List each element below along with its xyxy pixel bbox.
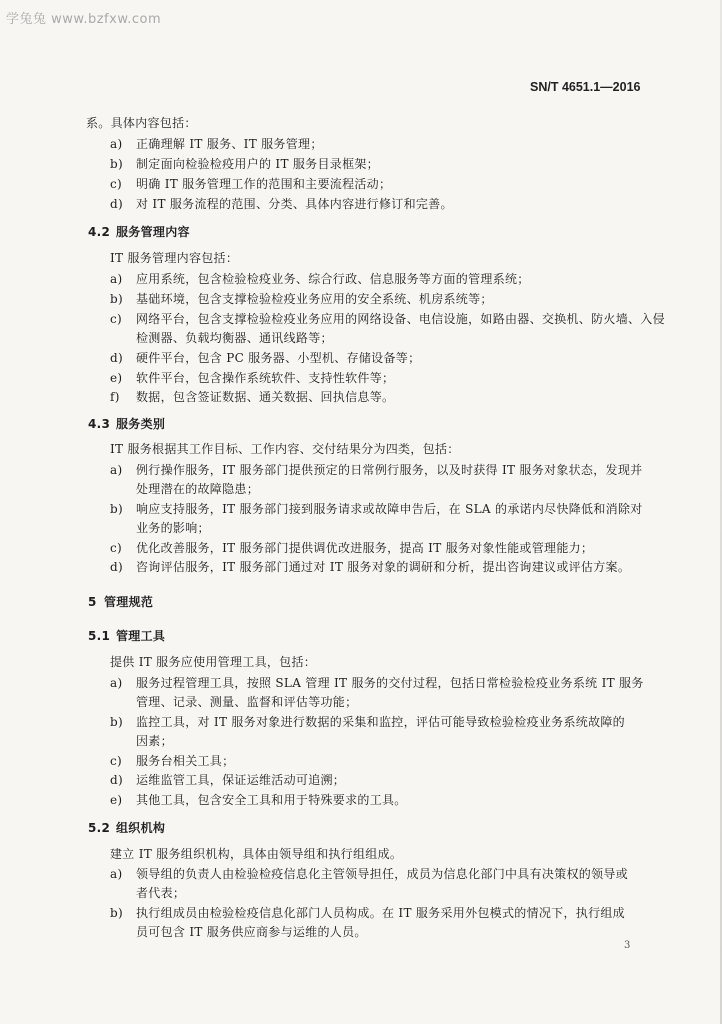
- section-title: 组织机构: [116, 821, 166, 835]
- intro-item-marker: c): [110, 177, 123, 191]
- intro-item-text: 对 IT 服务流程的范围、分类、具体内容进行修订和完善。: [136, 197, 453, 211]
- list-item-text: 运维监管工具，保证运维活动可追溯；: [136, 773, 346, 787]
- list-item-text: 服务台相关工具；: [136, 754, 235, 768]
- section-lead: 提供 IT 服务应使用管理工具，包括：: [110, 655, 317, 669]
- watermark-text: 学兔兔 www.bzfxw.com: [6, 12, 162, 27]
- list-item-text: 咨询评估服务，IT 服务部门通过对 IT 服务对象的调研和分析，提出咨询建议或评估方案。: [136, 560, 631, 574]
- document-code: SN/T 4651.1—2016: [530, 80, 641, 94]
- list-marker: b): [110, 715, 123, 729]
- section-lead: 建立 IT 服务组织机构，具体由领导组和执行组组成。: [110, 847, 403, 861]
- list-marker: f): [110, 390, 120, 404]
- intro-item-marker: b): [110, 157, 123, 171]
- list-item-text: 网络平台，包含支撑检验检疫业务应用的网络设备、电信设施，如路由器、交换机、防火墙、入侵: [136, 312, 665, 326]
- list-marker: a): [110, 676, 123, 690]
- list-marker: c): [110, 754, 123, 768]
- section-lead: IT 服务管理内容包括：: [110, 251, 239, 265]
- list-marker: b): [110, 502, 123, 516]
- list-marker: a): [110, 272, 123, 286]
- list-item-continuation: 业务的影响；: [136, 521, 210, 535]
- intro-item-marker: d): [110, 197, 123, 211]
- list-marker: d): [110, 773, 123, 787]
- section-title: 管理工具: [116, 629, 166, 643]
- intro-item-marker: a): [110, 137, 123, 151]
- list-item-text: 其他工具，包含安全工具和用于特殊要求的工具。: [136, 793, 407, 807]
- list-item-text: 服务过程管理工具，按照 SLA 管理 IT 服务的交付过程，包括日常检验检疫业务系统 IT 服务: [136, 676, 644, 690]
- intro-item-text: 制定面向检验检疫用户的 IT 服务目录框架；: [136, 157, 379, 171]
- list-marker: c): [110, 312, 123, 326]
- list-item-text: 领导组的负责人由检验检疫信息化主管领导担任，成员为信息化部门中具有决策权的领导或: [136, 867, 629, 881]
- list-item-continuation: 者代表；: [136, 886, 186, 900]
- list-item-continuation: 处理潜在的故障隐患；: [136, 482, 260, 496]
- list-marker: a): [110, 463, 123, 477]
- section-number: 4.2: [88, 225, 111, 239]
- intro-item-text: 明确 IT 服务管理工作的范围和主要流程活动；: [136, 177, 392, 191]
- list-marker: b): [110, 906, 123, 920]
- list-marker: e): [110, 793, 123, 807]
- chapter-number: 5: [88, 595, 97, 609]
- list-item-text: 优化改善服务，IT 服务部门提供调优改进服务，提高 IT 服务对象性能或管理能力；: [136, 541, 594, 555]
- intro-text: 系。具体内容包括：: [86, 116, 197, 130]
- list-item-continuation: 检测器、负载均衡器、通讯线路等；: [136, 331, 333, 345]
- intro-item-text: 正确理解 IT 服务、IT 服务管理；: [136, 137, 323, 151]
- list-marker: d): [110, 560, 123, 574]
- page-number: 3: [624, 940, 631, 951]
- list-item-text: 执行组成员由检验检疫信息化部门人员构成。在 IT 服务采用外包模式的情况下，执行组成: [136, 906, 625, 920]
- list-item-continuation: 员可包含 IT 服务供应商参与运维的人员。: [136, 925, 367, 939]
- section-title: 服务类别: [116, 417, 166, 431]
- list-item-continuation: 因素；: [136, 734, 173, 748]
- list-item-text: 例行操作服务，IT 服务部门提供预定的日常例行服务，以及时获得 IT 服务对象状态，发现并: [136, 463, 643, 477]
- list-item-text: 应用系统，包含检验检疫业务、综合行政、信息服务等方面的管理系统；: [136, 272, 530, 286]
- list-marker: e): [110, 371, 123, 385]
- section-number: 5.1: [88, 629, 111, 643]
- chapter-title: 管理规范: [104, 595, 154, 609]
- list-item-text: 监控工具，对 IT 服务对象进行数据的采集和监控，评估可能导致检验检疫业务系统故障的: [136, 715, 625, 729]
- list-item-text: 基础环境，包含支撑检验检疫业务应用的安全系统、机房系统等；: [136, 292, 493, 306]
- section-number: 5.2: [88, 821, 111, 835]
- list-item-text: 数据，包含签证数据、通关数据、回执信息等。: [136, 390, 395, 404]
- list-marker: a): [110, 867, 123, 881]
- list-marker: b): [110, 292, 123, 306]
- list-marker: d): [110, 351, 123, 365]
- section-number: 4.3: [88, 417, 111, 431]
- list-item-text: 响应支持服务，IT 服务部门接到服务请求或故障申告后，在 SLA 的承诺内尽快降低和消除对: [136, 502, 643, 516]
- section-title: 服务管理内容: [116, 225, 190, 239]
- list-item-text: 软件平台，包含操作系统软件、支持性软件等；: [136, 371, 395, 385]
- section-lead: IT 服务根据其工作目标、工作内容、交付结果分为四类，包括：: [110, 442, 460, 456]
- list-marker: c): [110, 541, 123, 555]
- list-item-continuation: 管理、记录、测量、监督和评估等功能；: [136, 695, 358, 709]
- list-item-text: 硬件平台，包含 PC 服务器、小型机、存储设备等；: [136, 351, 421, 365]
